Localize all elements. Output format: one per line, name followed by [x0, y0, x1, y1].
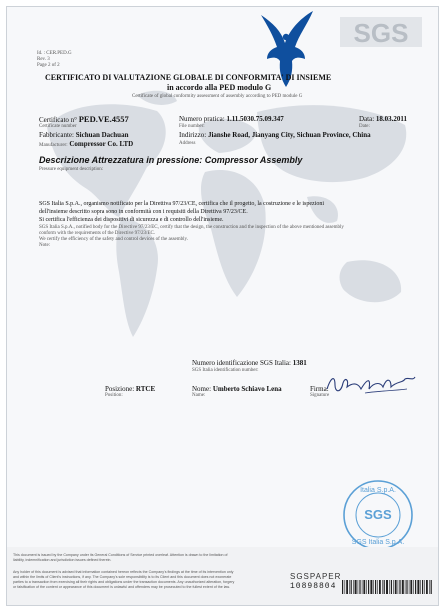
doc-rev-line: Rev. 3	[37, 57, 50, 62]
equipment-title: Descrizione Attrezzatura in pressione: Compressor Assembly	[39, 155, 303, 165]
barcode-icon	[342, 580, 432, 594]
footer-line-6: or falsification of the content or appearance of this document is unlawful and offenders may be prosecuted to the fullest extent of the law.	[13, 585, 230, 589]
date-sublabel: Date:	[359, 124, 370, 129]
position-line: Posizione: RTCE	[105, 385, 156, 393]
footer-line-5: parties to a transaction from exercising all their rights and obligations under the transaction documents. Any unauthorized alteration, forgery	[13, 580, 235, 584]
sgs-logo	[340, 17, 422, 47]
svg-text:SGS Italia S.p.A.: SGS Italia S.p.A.	[351, 539, 405, 546]
body-en-2: conform with the requirements of the Directive 97/23/EC.	[39, 231, 156, 236]
body-it-3: Si certifica l'efficienza dei dispositivi di sicurezza e di controllo dell'insieme.	[39, 217, 224, 223]
address-sublabel: Address	[179, 141, 196, 146]
file-number-line: Numero pratica: 1.11.5030.75.09.347	[179, 115, 284, 123]
title-line-1: CERTIFICATO DI VALUTAZIONE GLOBALE DI CONFORMITA' DI INSIEME	[45, 73, 332, 82]
cert-label: Certificato n° PED.VE.4557	[39, 114, 129, 124]
date-line: Data: 18.03.2011	[359, 115, 408, 123]
title-subtitle: Certificate of global conformity assessment of assembly according to PED module G	[132, 94, 303, 99]
body-it-1: SGS Italia S.p.A., organismo notificato per la Direttiva 97/23/CE, certifica che il progetto, la costruzione e le ispezioni	[39, 201, 324, 207]
handwritten-signature	[325, 371, 417, 399]
sgs-id-line: Numero identificazione SGS Italia: 1381	[192, 359, 307, 367]
sgs-id-sublabel: SGS Italia identification number:	[192, 368, 259, 373]
signature-sublabel: Signature	[310, 393, 330, 398]
name-sublabel: Name:	[192, 393, 206, 398]
serial-number: 10898804	[290, 582, 337, 591]
footer-line-4: and within the limits of Client's instructions, if any. The Company's sole responsibility is to its Client and this document does not exonerate	[13, 575, 232, 579]
footer-line-2: liability, indemnification and jurisdiction issues defined therein.	[13, 558, 112, 562]
manufacturer-name-1: Sichuan Dachuan	[75, 131, 129, 139]
footer-line-3: Any holder of this document is advised that information contained hereon reflects the Company's findings at the time of its intervention only	[13, 570, 234, 574]
address-line: Indirizzo: Jianshe Road, Jianyang City, Sichuan Province, China	[179, 131, 371, 139]
manufacturer-line: Fabbricante: Sichuan Dachuan	[39, 131, 129, 139]
doc-id-line: Id. : CER.PED.G	[37, 51, 72, 56]
body-note: Note:	[39, 243, 51, 248]
signature-label: Firma:	[310, 385, 329, 393]
manufacturer-name-2: Compressor Co. LTD	[69, 140, 134, 148]
svg-text:SGS: SGS	[353, 18, 409, 47]
svg-text:Italia S.p.A.: Italia S.p.A.	[360, 487, 396, 494]
cert-value: PED.VE.4557	[78, 114, 129, 124]
doc-page-line: Page 2 of 2	[37, 63, 60, 68]
certificate-sheet	[6, 6, 439, 606]
file-sublabel: File number:	[179, 124, 205, 129]
sgs-italia-stamp	[342, 479, 414, 551]
manufacturer-line-2: Manufacturer: Compressor Co. LTD	[39, 140, 134, 148]
title-line-2: in accordo alla PED modulo G	[167, 83, 272, 92]
name-line: Nome: Umberto Schiavo Lena	[192, 385, 282, 393]
sgspaper-label: SGSPAPER	[290, 572, 342, 581]
footer-line-1: This document is issued by the Company under its General Conditions of Service printed overleaf. Attention is drawn to the limitation of	[13, 553, 228, 557]
body-it-2: dell'insieme descritto sopra sono in conformità con i requisiti della Direttiva 97/23/CE.	[39, 209, 248, 215]
svg-text:SGS: SGS	[364, 507, 392, 522]
equipment-sublabel: Pressure equipment description:	[39, 167, 104, 172]
position-sublabel: Position:	[105, 393, 123, 398]
body-en-1: SGS Italia S.p.A., notified body for the Directive 97/23/EC, certify that the design, the construction and the inspection of the above mentioned assembly	[39, 225, 344, 230]
body-en-3: We certify the efficiency of the safety and control devices of the assembly.	[39, 237, 188, 242]
cert-sublabel: Certificate number	[39, 124, 77, 129]
